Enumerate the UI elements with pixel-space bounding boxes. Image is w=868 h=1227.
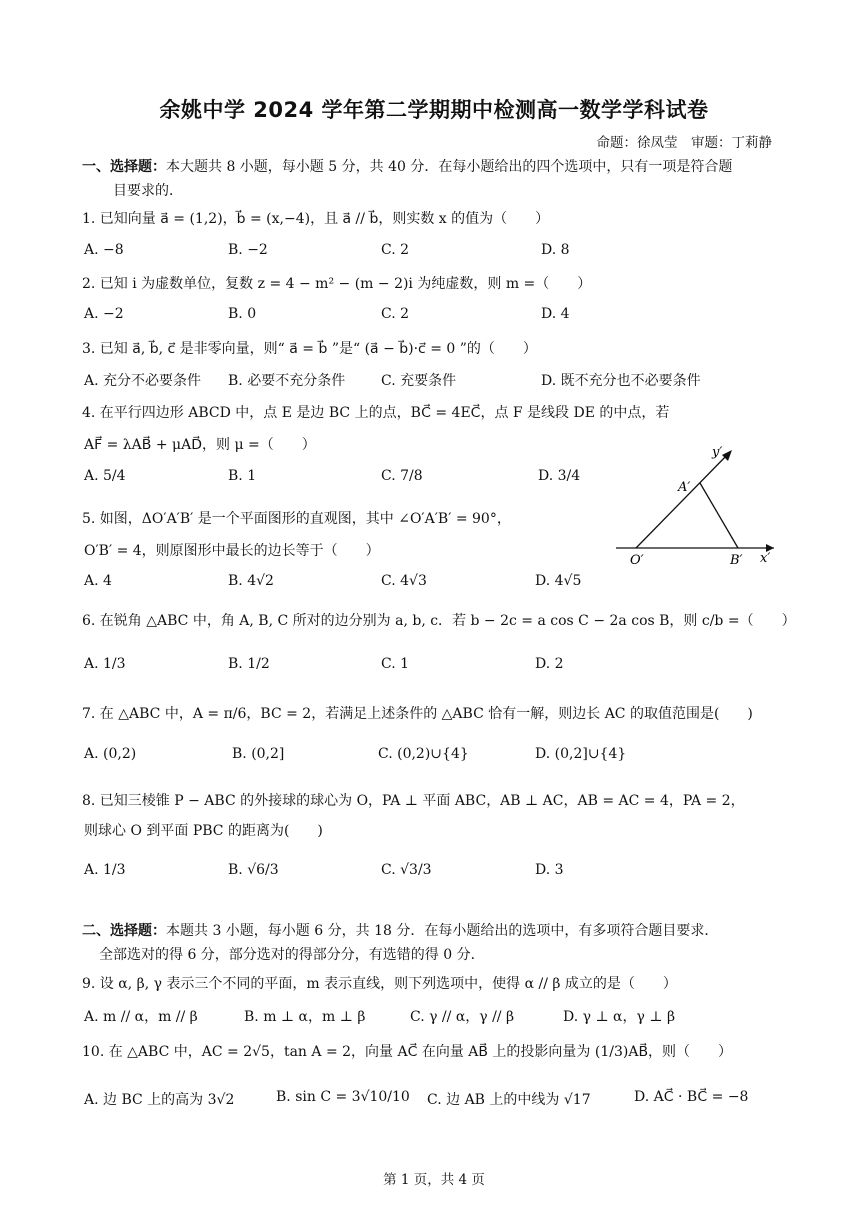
q9-option-b: B. m ⊥ α，m ⊥ β bbox=[244, 1009, 366, 1025]
q2-stem: 2. 已知 i 为虚数单位，复数 z = 4 − m² − (m − 2)i 为纯虚数，则 m =（ ） bbox=[82, 276, 592, 292]
q6-option-a: A. 1/3 bbox=[84, 656, 126, 672]
q10-option-a: A. 边 BC 上的高为 3√2 bbox=[84, 1092, 235, 1108]
q7-stem: 7. 在 △ABC 中，A = π/6，BC = 2，若满足上述条件的 △ABC 恰有一解，则边长 AC 的取值范围是( ) bbox=[82, 706, 753, 722]
label-y: y′ bbox=[712, 445, 723, 460]
label-o: O′ bbox=[630, 553, 644, 568]
q9-option-d: D. γ ⊥ α，γ ⊥ β bbox=[563, 1009, 676, 1025]
q4-option-a: A. 5/4 bbox=[84, 468, 126, 484]
q5-option-b: B. 4√2 bbox=[228, 573, 274, 589]
q6-stem: 6. 在锐角 △ABC 中，角 A, B, C 所对的边分别为 a, b, c．若 b − 2c = a cos C − 2a cos B，则 c/b =（ ） bbox=[82, 613, 796, 629]
q5-option-c: C. 4√3 bbox=[381, 573, 427, 589]
q6-option-d: D. 2 bbox=[535, 656, 564, 672]
q7-option-c: C. (0,2)∪{4} bbox=[378, 746, 469, 762]
q8-stem-line2: 则球心 O 到平面 PBC 的距离为( ) bbox=[84, 823, 323, 839]
section1-header-line2: 目要求的． bbox=[113, 183, 183, 199]
q2-option-a: A. −2 bbox=[84, 306, 124, 322]
q6-option-b: B. 1/2 bbox=[228, 656, 270, 672]
q1-option-a: A. −8 bbox=[84, 242, 124, 258]
section2-header-line2: 全部选对的得 6 分，部分选对的得部分分，有选错的得 0 分． bbox=[99, 947, 485, 963]
q10-stem: 10. 在 △ABC 中，AC = 2√5，tan A = 2，向量 AC⃗ 在向量 AB⃗ 上的投影向量为 (1/3)AB⃗，则（ ） bbox=[82, 1044, 733, 1060]
section2-header-bold: 二、选择题： bbox=[82, 923, 166, 939]
q4-option-d: D. 3/4 bbox=[538, 468, 581, 484]
segment-a-b bbox=[700, 483, 738, 548]
q1-stem: 1. 已知向量 a⃗ = (1,2)，b⃗ = (x,−4)，且 a⃗ // b⃗，则实数 x 的值为（ ） bbox=[82, 211, 550, 227]
q2-option-b: B. 0 bbox=[228, 306, 257, 322]
q1-option-d: D. 8 bbox=[541, 242, 570, 258]
section2-header bbox=[82, 920, 718, 940]
q3-option-d: D. 既不充分也不必要条件 bbox=[541, 373, 701, 389]
y-axis-line bbox=[636, 452, 730, 548]
q6-option-c: C. 1 bbox=[381, 656, 410, 672]
q5-option-d: D. 4√5 bbox=[535, 573, 582, 589]
q8-option-d: D. 3 bbox=[535, 862, 564, 878]
q3-option-b: B. 必要不充分条件 bbox=[228, 373, 346, 389]
page-title: 余姚中学 2024 学年第二学期期中检测高一数学学科试卷 bbox=[159, 98, 709, 122]
q8-option-b: B. √6/3 bbox=[228, 862, 279, 878]
q4-option-b: B. 1 bbox=[228, 468, 257, 484]
label-a: A′ bbox=[678, 480, 691, 495]
q2-option-d: D. 4 bbox=[541, 306, 570, 322]
label-b: B′ bbox=[730, 553, 743, 568]
label-x: x′ bbox=[760, 551, 771, 566]
q5-option-a: A. 4 bbox=[84, 573, 112, 589]
q9-option-c: C. γ // α，γ // β bbox=[410, 1009, 515, 1025]
q4-option-c: C. 7/8 bbox=[381, 468, 423, 484]
q7-option-a: A. (0,2) bbox=[84, 746, 137, 762]
q10-option-c: C. 边 AB 上的中线为 √17 bbox=[427, 1092, 591, 1108]
q2-option-c: C. 2 bbox=[381, 306, 410, 322]
q7-option-d: D. (0,2]∪{4} bbox=[535, 746, 627, 762]
q10-option-d: D. AC⃗ · BC⃗ = −8 bbox=[634, 1089, 749, 1105]
q8-stem: 8. 已知三棱锥 P − ABC 的外接球的球心为 O，PA ⊥ 平面 ABC，AB ⊥ AC，AB = AC = 4，PA = 2， bbox=[82, 793, 745, 809]
q1-option-c: C. 2 bbox=[381, 242, 410, 258]
section2-header-text: 本题共 3 小题，每小题 6 分，共 18 分．在每小题给出的选项中，有多项符合题目要求． bbox=[166, 923, 719, 939]
q9-stem: 9. 设 α, β, γ 表示三个不同的平面，m 表示直线，则下列选项中，使得 α // β 成立的是（ ） bbox=[82, 976, 677, 992]
q1-option-b: B. −2 bbox=[228, 242, 268, 258]
q3-stem: 3. 已知 a⃗, b⃗, c⃗ 是非零向量，则“ a⃗ = b⃗ ”是“ (a⃗ − b⃗)·c⃗ = 0 ”的（ ） bbox=[82, 341, 537, 357]
q8-option-c: C. √3/3 bbox=[381, 862, 432, 878]
q5-stem: 5. 如图，ΔO′A′B′ 是一个平面图形的直观图，其中 ∠O′A′B′ = 90°， bbox=[82, 511, 511, 527]
q5-figure bbox=[608, 442, 788, 572]
author-line: 命题：徐凤莹 审题：丁莉静 bbox=[596, 135, 772, 151]
q4-stem: 4. 在平行四边形 ABCD 中，点 E 是边 BC 上的点，BC⃗ = 4EC⃗，点 F 是线段 DE 的中点，若 bbox=[82, 405, 670, 421]
page-footer: 第 1 页，共 4 页 bbox=[383, 1172, 485, 1188]
q7-option-b: B. (0,2] bbox=[232, 746, 285, 762]
q5-stem-line2: O′B′ = 4，则原图形中最长的边长等于（ ） bbox=[84, 543, 380, 559]
q4-stem-line2: AF⃗ = λAB⃗ + μAD⃗，则 μ =（ ） bbox=[84, 437, 316, 453]
section1-header-text: 本大题共 8 小题，每小题 5 分，共 40 分．在每小题给出的四个选项中，只有一项是符合题 bbox=[166, 159, 733, 175]
section1-header-bold: 一、选择题： bbox=[82, 159, 166, 175]
q10-option-b: B. sin C = 3√10/10 bbox=[276, 1089, 410, 1105]
q9-option-a: A. m // α，m // β bbox=[84, 1009, 198, 1025]
q3-option-c: C. 充要条件 bbox=[381, 373, 457, 389]
section1-header bbox=[82, 156, 732, 176]
q3-option-a: A. 充分不必要条件 bbox=[84, 373, 202, 389]
q8-option-a: A. 1/3 bbox=[84, 862, 126, 878]
